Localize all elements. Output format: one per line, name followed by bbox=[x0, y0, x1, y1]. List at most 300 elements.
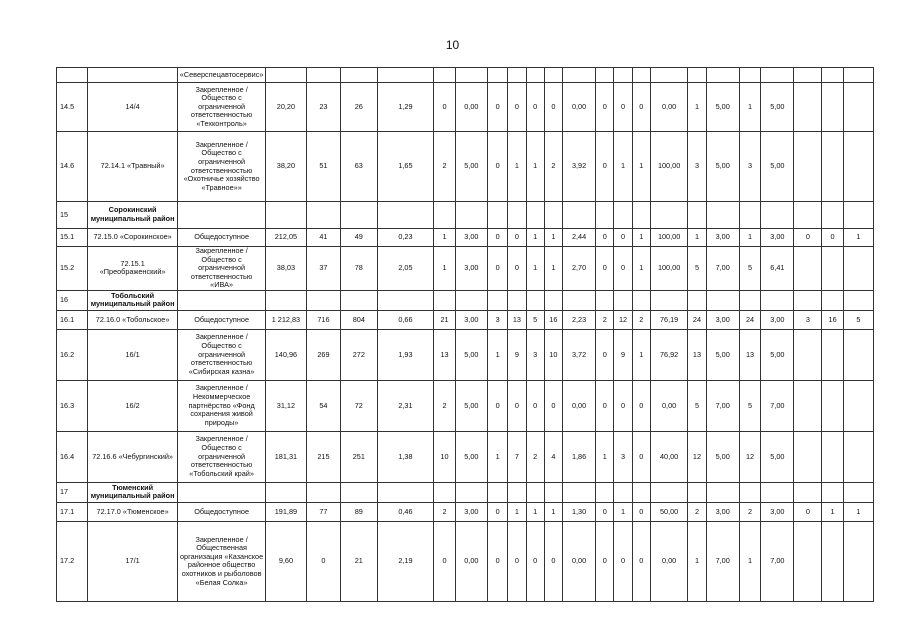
cell-col-9 bbox=[455, 202, 487, 229]
cell-col-18: 50,00 bbox=[650, 502, 688, 521]
cell-col-3: Общедоступное bbox=[178, 229, 266, 247]
cell-col-8: 2 bbox=[434, 502, 455, 521]
district-name: Сорокинский муниципальный район bbox=[88, 202, 178, 229]
cell-col-20: 5,00 bbox=[706, 431, 739, 482]
cell-col-24 bbox=[822, 380, 843, 431]
cell-col-25 bbox=[843, 132, 873, 202]
cell-col-23 bbox=[794, 482, 822, 502]
cell-col-3: Закрепленное / Общество с ограниченной ответственностью «ИВА» bbox=[178, 247, 266, 291]
cell-col-22: 6,41 bbox=[761, 247, 794, 291]
cell-col-2: 72.16.0 «Тобольское» bbox=[88, 310, 178, 329]
cell-col-3: Закрепленное / Общество с ограниченной ответственностью «Сибирская казна» bbox=[178, 329, 266, 380]
cell-col-4: 191,89 bbox=[266, 502, 307, 521]
cell-col-8: 10 bbox=[434, 431, 455, 482]
cell-col-7 bbox=[377, 68, 434, 83]
cell-col-11: 13 bbox=[508, 310, 526, 329]
cell-col-6 bbox=[341, 482, 377, 502]
table-row bbox=[57, 310, 874, 329]
cell-col-2: 16/1 bbox=[88, 329, 178, 380]
cell-col-2: 72.16.6 «Чебургинский» bbox=[88, 431, 178, 482]
cell-col-24 bbox=[822, 482, 843, 502]
cell-col-22: 3,00 bbox=[761, 229, 794, 247]
cell-col-16: 9 bbox=[614, 329, 632, 380]
cell-col-15 bbox=[596, 290, 614, 310]
cell-col-2: 17/1 bbox=[88, 521, 178, 601]
cell-col-11: 0 bbox=[508, 380, 526, 431]
cell-col-17: 0 bbox=[632, 380, 650, 431]
cell-col-21: 1 bbox=[739, 83, 760, 132]
cell-col-21 bbox=[739, 290, 760, 310]
cell-col-4: 1 212,83 bbox=[266, 310, 307, 329]
cell-col-5: 23 bbox=[306, 83, 340, 132]
cell-col-23: 3 bbox=[794, 310, 822, 329]
cell-col-5: 0 bbox=[306, 521, 340, 601]
cell-col-1: 16.2 bbox=[57, 329, 88, 380]
cell-col-13: 10 bbox=[544, 329, 562, 380]
cell-col-22: 7,00 bbox=[761, 380, 794, 431]
cell-col-10 bbox=[487, 290, 507, 310]
cell-col-4: 31,12 bbox=[266, 380, 307, 431]
cell-col-5 bbox=[306, 290, 340, 310]
cell-col-3: Закрепленное / Общественная организация «Казанское районное общество охотников и рыболовов «Белая Солка» bbox=[178, 521, 266, 601]
cell-col-4: 212,05 bbox=[266, 229, 307, 247]
cell-col-14: 2,23 bbox=[562, 310, 595, 329]
cell-col-24 bbox=[822, 290, 843, 310]
cell-col-22: 5,00 bbox=[761, 83, 794, 132]
cell-col-15: 0 bbox=[596, 521, 614, 601]
cell-col-9: 0,00 bbox=[455, 83, 487, 132]
cell-col-17: 2 bbox=[632, 310, 650, 329]
cell-col-22: 5,00 bbox=[761, 132, 794, 202]
cell-col-12: 0 bbox=[526, 380, 544, 431]
table-row bbox=[57, 132, 874, 202]
cell-col-1: 17.2 bbox=[57, 521, 88, 601]
cell-col-25 bbox=[843, 482, 873, 502]
cell-col-14 bbox=[562, 202, 595, 229]
cell-col-17: 0 bbox=[632, 521, 650, 601]
cell-col-15: 0 bbox=[596, 229, 614, 247]
cell-col-11 bbox=[508, 482, 526, 502]
cell-col-19: 13 bbox=[688, 329, 706, 380]
cell-col-7: 2,31 bbox=[377, 380, 434, 431]
cell-col-21: 13 bbox=[739, 329, 760, 380]
cell-col-7: 1,65 bbox=[377, 132, 434, 202]
cell-col-16: 0 bbox=[614, 521, 632, 601]
cell-col-13: 1 bbox=[544, 502, 562, 521]
district-row bbox=[57, 202, 874, 229]
cell-col-8: 1 bbox=[434, 229, 455, 247]
cell-col-22: 7,00 bbox=[761, 521, 794, 601]
cell-col-5: 77 bbox=[306, 502, 340, 521]
cell-col-1 bbox=[57, 68, 88, 83]
cell-col-6: 49 bbox=[341, 229, 377, 247]
cell-col-13: 16 bbox=[544, 310, 562, 329]
cell-col-25: 1 bbox=[843, 502, 873, 521]
cell-col-19: 1 bbox=[688, 83, 706, 132]
cell-col-12: 5 bbox=[526, 310, 544, 329]
cell-col-8: 0 bbox=[434, 83, 455, 132]
cell-col-19 bbox=[688, 290, 706, 310]
cell-col-19 bbox=[688, 202, 706, 229]
cell-col-12 bbox=[526, 482, 544, 502]
cell-col-24: 1 bbox=[822, 502, 843, 521]
cell-col-15: 1 bbox=[596, 431, 614, 482]
cell-col-19: 5 bbox=[688, 247, 706, 291]
cell-col-17 bbox=[632, 482, 650, 502]
cell-col-24 bbox=[822, 247, 843, 291]
cell-col-21: 1 bbox=[739, 229, 760, 247]
cell-col-1: 14.6 bbox=[57, 132, 88, 202]
cell-col-8: 21 bbox=[434, 310, 455, 329]
cell-col-10: 0 bbox=[487, 132, 507, 202]
cell-col-3 bbox=[178, 202, 266, 229]
cell-col-19: 24 bbox=[688, 310, 706, 329]
cell-col-22 bbox=[761, 482, 794, 502]
cell-col-8: 13 bbox=[434, 329, 455, 380]
cell-col-16: 3 bbox=[614, 431, 632, 482]
cell-col-12: 1 bbox=[526, 132, 544, 202]
cell-col-24 bbox=[822, 521, 843, 601]
cell-col-18: 0,00 bbox=[650, 380, 688, 431]
cell-col-17: 0 bbox=[632, 502, 650, 521]
cell-col-24 bbox=[822, 132, 843, 202]
cell-col-8 bbox=[434, 202, 455, 229]
cell-col-1: 16.1 bbox=[57, 310, 88, 329]
cell-col-14: 2,44 bbox=[562, 229, 595, 247]
cell-col-5: 716 bbox=[306, 310, 340, 329]
cell-col-13: 4 bbox=[544, 431, 562, 482]
table-row bbox=[57, 229, 874, 247]
cell-col-25: 5 bbox=[843, 310, 873, 329]
district-name: Тюменский муниципальный район bbox=[88, 482, 178, 502]
cell-col-21 bbox=[739, 482, 760, 502]
cell-col-11 bbox=[508, 290, 526, 310]
cell-col-5: 51 bbox=[306, 132, 340, 202]
cell-col-22: 3,00 bbox=[761, 502, 794, 521]
cell-col-21 bbox=[739, 68, 760, 83]
cell-col-1: 14.5 bbox=[57, 83, 88, 132]
cell-col-19: 12 bbox=[688, 431, 706, 482]
cell-col-3: Общедоступное bbox=[178, 502, 266, 521]
cell-col-2: 14/4 bbox=[88, 83, 178, 132]
cell-col-20: 3,00 bbox=[706, 502, 739, 521]
table-row bbox=[57, 68, 874, 83]
cell-col-12 bbox=[526, 68, 544, 83]
cell-col-25: 1 bbox=[843, 229, 873, 247]
cell-col-3: Закрепленное / Общество с ограниченной ответственностью «Техконтроль» bbox=[178, 83, 266, 132]
cell-col-22: 3,00 bbox=[761, 310, 794, 329]
cell-col-9: 5,00 bbox=[455, 431, 487, 482]
cell-col-14: 3,92 bbox=[562, 132, 595, 202]
cell-col-9: 5,00 bbox=[455, 329, 487, 380]
cell-col-16: 0 bbox=[614, 229, 632, 247]
cell-col-23 bbox=[794, 83, 822, 132]
cell-col-4: 38,20 bbox=[266, 132, 307, 202]
cell-col-14: 0,00 bbox=[562, 521, 595, 601]
cell-col-18: 76,92 bbox=[650, 329, 688, 380]
cell-col-12: 3 bbox=[526, 329, 544, 380]
cell-col-15: 0 bbox=[596, 329, 614, 380]
cell-col-18 bbox=[650, 68, 688, 83]
cell-col-22: 5,00 bbox=[761, 431, 794, 482]
cell-col-7: 2,19 bbox=[377, 521, 434, 601]
cell-col-24 bbox=[822, 329, 843, 380]
cell-col-1: 17.1 bbox=[57, 502, 88, 521]
cell-col-18: 100,00 bbox=[650, 132, 688, 202]
cell-col-6: 89 bbox=[341, 502, 377, 521]
cell-col-1: 15.2 bbox=[57, 247, 88, 291]
cell-col-18: 0,00 bbox=[650, 83, 688, 132]
cell-col-24: 0 bbox=[822, 229, 843, 247]
table-row bbox=[57, 329, 874, 380]
cell-col-17 bbox=[632, 68, 650, 83]
cell-col-18: 100,00 bbox=[650, 229, 688, 247]
cell-col-12: 1 bbox=[526, 247, 544, 291]
cell-col-17: 1 bbox=[632, 229, 650, 247]
cell-col-7: 0,46 bbox=[377, 502, 434, 521]
cell-col-13 bbox=[544, 202, 562, 229]
cell-col-15: 2 bbox=[596, 310, 614, 329]
cell-col-7: 2,05 bbox=[377, 247, 434, 291]
cell-col-5: 215 bbox=[306, 431, 340, 482]
cell-col-10 bbox=[487, 202, 507, 229]
cell-col-11: 7 bbox=[508, 431, 526, 482]
cell-col-24 bbox=[822, 202, 843, 229]
cell-col-20 bbox=[706, 482, 739, 502]
cell-col-3: «Северспецавтосервис» bbox=[178, 68, 266, 83]
cell-col-14 bbox=[562, 68, 595, 83]
cell-col-4: 181,31 bbox=[266, 431, 307, 482]
cell-col-25 bbox=[843, 247, 873, 291]
cell-col-10: 0 bbox=[487, 380, 507, 431]
cell-col-17: 1 bbox=[632, 247, 650, 291]
cell-col-9: 3,00 bbox=[455, 229, 487, 247]
cell-col-1: 16.4 bbox=[57, 431, 88, 482]
cell-col-25 bbox=[843, 202, 873, 229]
cell-col-23 bbox=[794, 380, 822, 431]
cell-col-23 bbox=[794, 431, 822, 482]
cell-col-23 bbox=[794, 247, 822, 291]
cell-col-7 bbox=[377, 202, 434, 229]
cell-col-20: 7,00 bbox=[706, 380, 739, 431]
cell-col-8 bbox=[434, 68, 455, 83]
cell-col-16: 0 bbox=[614, 380, 632, 431]
table-row bbox=[57, 521, 874, 601]
cell-col-15 bbox=[596, 68, 614, 83]
cell-col-6: 21 bbox=[341, 521, 377, 601]
cell-col-20: 3,00 bbox=[706, 310, 739, 329]
cell-col-1: 17 bbox=[57, 482, 88, 502]
cell-col-5 bbox=[306, 482, 340, 502]
cell-col-9 bbox=[455, 482, 487, 502]
cell-col-23 bbox=[794, 329, 822, 380]
cell-col-25 bbox=[843, 290, 873, 310]
cell-col-20: 5,00 bbox=[706, 329, 739, 380]
cell-col-3 bbox=[178, 290, 266, 310]
cell-col-5 bbox=[306, 68, 340, 83]
cell-col-20 bbox=[706, 202, 739, 229]
table-row bbox=[57, 502, 874, 521]
cell-col-23 bbox=[794, 202, 822, 229]
cell-col-14: 3,72 bbox=[562, 329, 595, 380]
cell-col-6: 26 bbox=[341, 83, 377, 132]
cell-col-23 bbox=[794, 290, 822, 310]
cell-col-19: 2 bbox=[688, 502, 706, 521]
cell-col-15: 0 bbox=[596, 132, 614, 202]
cell-col-25 bbox=[843, 521, 873, 601]
cell-col-7: 1,93 bbox=[377, 329, 434, 380]
cell-col-8: 1 bbox=[434, 247, 455, 291]
cell-col-2: 72.15.1 «Преображенский» bbox=[88, 247, 178, 291]
cell-col-7: 1,29 bbox=[377, 83, 434, 132]
cell-col-2: 72.14.1 «Травный» bbox=[88, 132, 178, 202]
cell-col-4: 38,03 bbox=[266, 247, 307, 291]
cell-col-11 bbox=[508, 202, 526, 229]
cell-col-25 bbox=[843, 68, 873, 83]
cell-col-11: 1 bbox=[508, 132, 526, 202]
cell-col-12 bbox=[526, 290, 544, 310]
cell-col-13: 1 bbox=[544, 247, 562, 291]
cell-col-5: 37 bbox=[306, 247, 340, 291]
cell-col-6: 72 bbox=[341, 380, 377, 431]
cell-col-25 bbox=[843, 431, 873, 482]
cell-col-9: 5,00 bbox=[455, 132, 487, 202]
table-row bbox=[57, 247, 874, 291]
cell-col-13 bbox=[544, 290, 562, 310]
cell-col-11: 0 bbox=[508, 521, 526, 601]
cell-col-14: 1,86 bbox=[562, 431, 595, 482]
cell-col-18: 76,19 bbox=[650, 310, 688, 329]
cell-col-8: 2 bbox=[434, 132, 455, 202]
cell-col-16 bbox=[614, 482, 632, 502]
cell-col-20: 7,00 bbox=[706, 521, 739, 601]
cell-col-2: 72.17.0 «Тюменское» bbox=[88, 502, 178, 521]
cell-col-7: 0,23 bbox=[377, 229, 434, 247]
cell-col-17: 1 bbox=[632, 132, 650, 202]
cell-col-15: 0 bbox=[596, 380, 614, 431]
cell-col-17 bbox=[632, 202, 650, 229]
cell-col-6: 804 bbox=[341, 310, 377, 329]
cell-col-5: 41 bbox=[306, 229, 340, 247]
cell-col-9: 5,00 bbox=[455, 380, 487, 431]
cell-col-10: 3 bbox=[487, 310, 507, 329]
cell-col-21: 2 bbox=[739, 502, 760, 521]
cell-col-20: 7,00 bbox=[706, 247, 739, 291]
table-row bbox=[57, 380, 874, 431]
cell-col-11: 0 bbox=[508, 247, 526, 291]
cell-col-18 bbox=[650, 290, 688, 310]
cell-col-3 bbox=[178, 482, 266, 502]
cell-col-16: 0 bbox=[614, 83, 632, 132]
cell-col-6: 251 bbox=[341, 431, 377, 482]
cell-col-22 bbox=[761, 202, 794, 229]
cell-col-19: 5 bbox=[688, 380, 706, 431]
cell-col-3: Закрепленное / Некоммерческое партнёрство «Фонд сохранения живой природы» bbox=[178, 380, 266, 431]
page-number: 10 bbox=[445, 38, 460, 52]
cell-col-16 bbox=[614, 68, 632, 83]
cell-col-10: 0 bbox=[487, 229, 507, 247]
cell-col-15: 0 bbox=[596, 83, 614, 132]
cell-col-19: 3 bbox=[688, 132, 706, 202]
cell-col-15: 0 bbox=[596, 502, 614, 521]
cell-col-4: 140,96 bbox=[266, 329, 307, 380]
cell-col-6 bbox=[341, 68, 377, 83]
cell-col-16: 1 bbox=[614, 132, 632, 202]
cell-col-19 bbox=[688, 482, 706, 502]
cell-col-22 bbox=[761, 68, 794, 83]
cell-col-9: 0,00 bbox=[455, 521, 487, 601]
cell-col-8: 2 bbox=[434, 380, 455, 431]
cell-col-17: 0 bbox=[632, 83, 650, 132]
cell-col-9: 3,00 bbox=[455, 247, 487, 291]
cell-col-11: 9 bbox=[508, 329, 526, 380]
cell-col-20: 3,00 bbox=[706, 229, 739, 247]
cell-col-23: 0 bbox=[794, 502, 822, 521]
cell-col-21: 5 bbox=[739, 247, 760, 291]
cell-col-18 bbox=[650, 482, 688, 502]
cell-col-18 bbox=[650, 202, 688, 229]
cell-col-1: 16.3 bbox=[57, 380, 88, 431]
cell-col-13: 0 bbox=[544, 521, 562, 601]
cell-col-24: 16 bbox=[822, 310, 843, 329]
cell-col-7: 1,38 bbox=[377, 431, 434, 482]
cell-col-20: 5,00 bbox=[706, 132, 739, 202]
cell-col-6 bbox=[341, 202, 377, 229]
cell-col-4 bbox=[266, 482, 307, 502]
cell-col-13 bbox=[544, 68, 562, 83]
cell-col-7: 0,66 bbox=[377, 310, 434, 329]
cell-col-9 bbox=[455, 290, 487, 310]
cell-col-7 bbox=[377, 290, 434, 310]
cell-col-1: 15 bbox=[57, 202, 88, 229]
cell-col-10 bbox=[487, 68, 507, 83]
cell-col-8: 0 bbox=[434, 521, 455, 601]
cell-col-10 bbox=[487, 482, 507, 502]
cell-col-11: 1 bbox=[508, 502, 526, 521]
cell-col-16: 12 bbox=[614, 310, 632, 329]
cell-col-13 bbox=[544, 482, 562, 502]
cell-col-16 bbox=[614, 290, 632, 310]
cell-col-2 bbox=[88, 68, 178, 83]
cell-col-5: 54 bbox=[306, 380, 340, 431]
cell-col-19: 1 bbox=[688, 229, 706, 247]
cell-col-13: 2 bbox=[544, 132, 562, 202]
cell-col-18: 100,00 bbox=[650, 247, 688, 291]
cell-col-3: Закрепленное / Общество с ограниченной ответственностью «Тобольский край» bbox=[178, 431, 266, 482]
cell-col-17: 0 bbox=[632, 431, 650, 482]
cell-col-4: 9,60 bbox=[266, 521, 307, 601]
cell-col-12: 1 bbox=[526, 229, 544, 247]
district-row bbox=[57, 290, 874, 310]
cell-col-23 bbox=[794, 68, 822, 83]
table-row bbox=[57, 431, 874, 482]
cell-col-16: 1 bbox=[614, 502, 632, 521]
cell-col-12: 0 bbox=[526, 83, 544, 132]
cell-col-15 bbox=[596, 202, 614, 229]
cell-col-11: 0 bbox=[508, 83, 526, 132]
cell-col-8 bbox=[434, 482, 455, 502]
cell-col-10: 0 bbox=[487, 521, 507, 601]
cell-col-19 bbox=[688, 68, 706, 83]
hunting-grounds-table bbox=[56, 67, 874, 602]
cell-col-25 bbox=[843, 380, 873, 431]
cell-col-12: 2 bbox=[526, 431, 544, 482]
cell-col-22: 5,00 bbox=[761, 329, 794, 380]
cell-col-3: Общедоступное bbox=[178, 310, 266, 329]
cell-col-17 bbox=[632, 290, 650, 310]
cell-col-1: 15.1 bbox=[57, 229, 88, 247]
cell-col-18: 0,00 bbox=[650, 521, 688, 601]
